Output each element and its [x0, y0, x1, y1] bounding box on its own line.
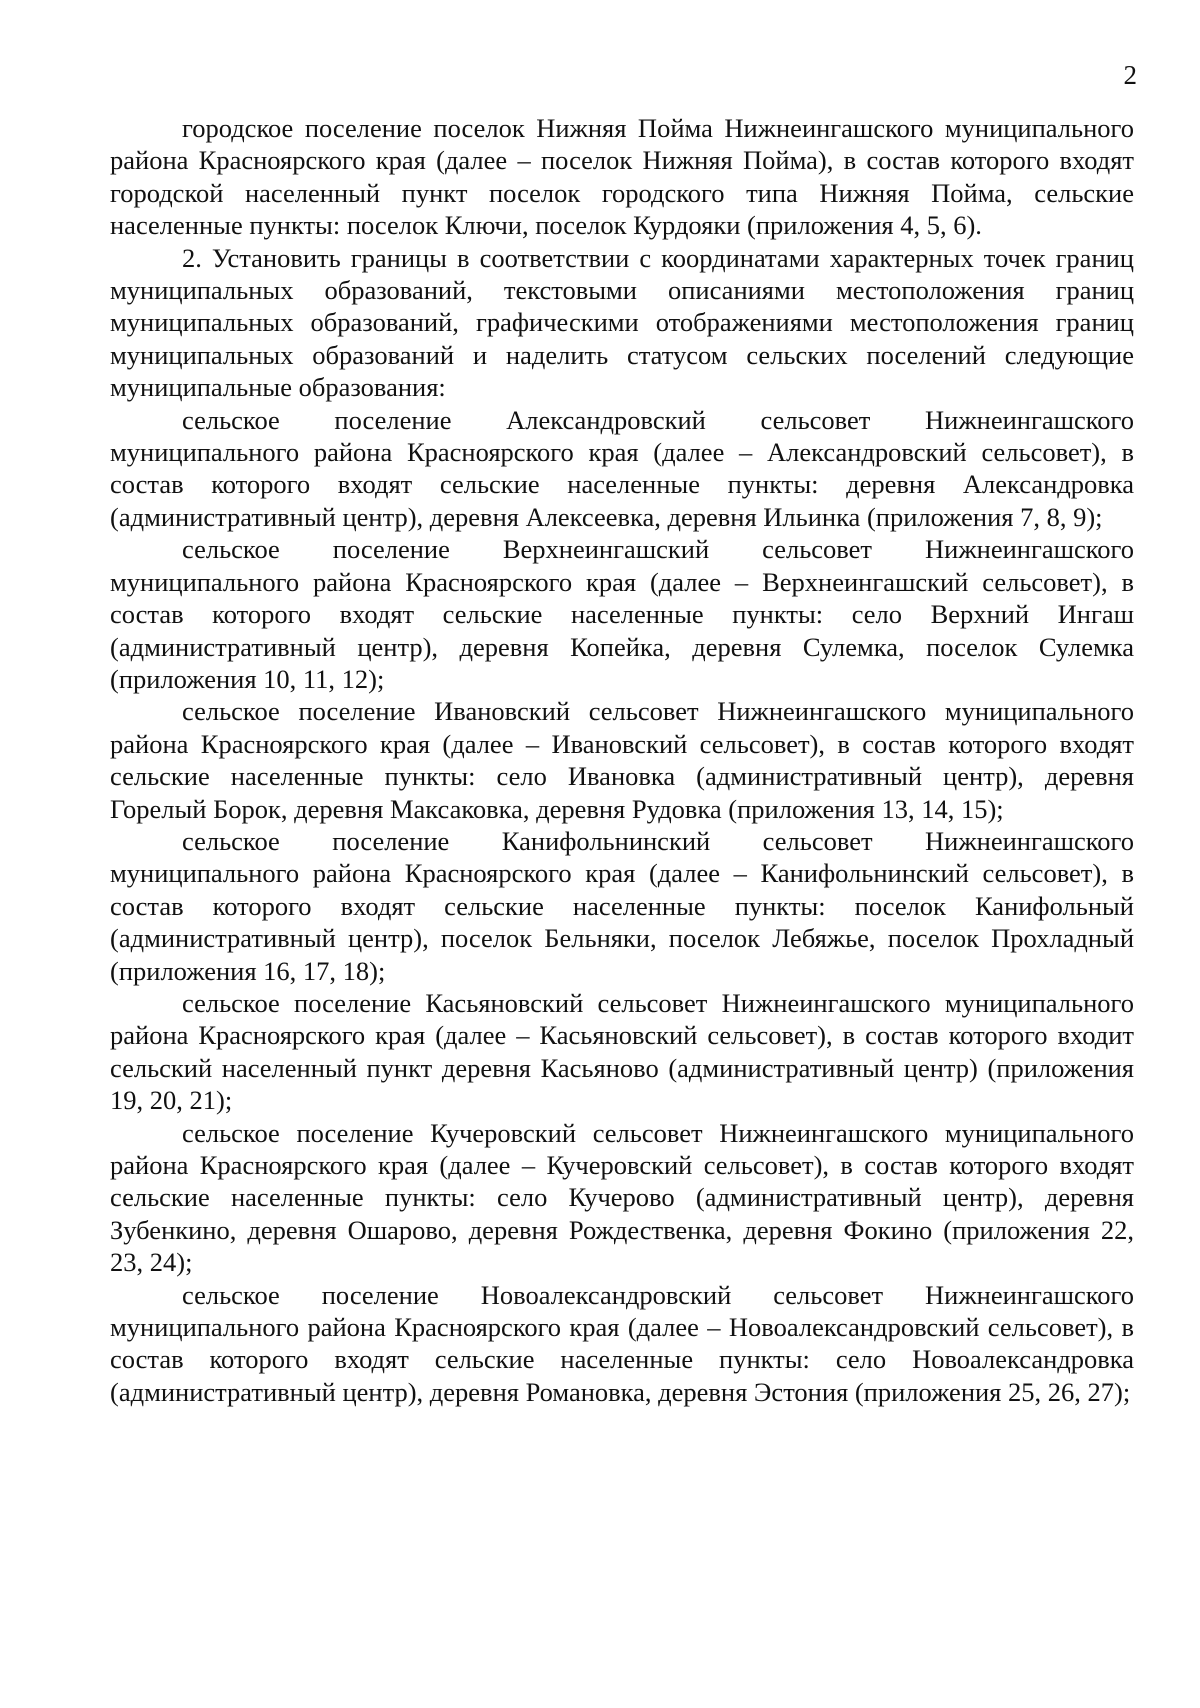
paragraph-verkhneingashsky: сельское поселение Верхнеингашский сельсовет Нижнеингашского муниципального района Красноярского края (далее – Верхнеингашский сельсовет), в состав которого входят сельские населенные пункты: село Верхний Ингаш (административный центр), деревня Копейка, деревня Сулемка, поселок Сулемка (приложения 10, 11, 12);	[110, 534, 1134, 694]
paragraph-kanifolninsky: сельское поселение Канифольнинский сельсовет Нижнеингашского муниципального района Красноярского края (далее – Канифольнинский сельсовет), в состав которого входят сельские населенные пункты: поселок Канифольный (административный центр), поселок Бельняки, поселок Лебяжье, поселок Прохладный (приложения 16, 17, 18);	[110, 825, 1134, 986]
page-number: 2	[1123, 60, 1137, 90]
paragraph-kasyanovsky: сельское поселение Касьяновский сельсовет Нижнеингашского муниципального района Красноярского края (далее – Касьяновский сельсовет), в состав которого входит сельский населенный пункт деревня Касьяново (административный центр) (приложения 19, 20, 21);	[110, 987, 1134, 1116]
paragraph-aleksandrovsky: сельское поселение Александровский сельсовет Нижнеингашского муниципального района Красноярского края (далее – Александровский сельсовет), в состав которого входят сельские населенные пункты: деревня Александровка (административный центр), деревня Алексеевка, деревня Ильинка (приложения 7, 8, 9);	[110, 404, 1134, 532]
paragraph-novoaleksandrovsky: сельское поселение Новоалександровский сельсовет Нижнеингашского муниципального района Красноярского края (далее – Новоалександровский сельсовет), в состав которого входят сельские населенные пункты: село Новоалександровка (административный центр), деревня Романовка, деревня Эстония (приложения 25, 26, 27);	[110, 1279, 1134, 1407]
paragraph-ivanovsky: сельское поселение Ивановский сельсовет Нижнеингашского муниципального района Красноярского края (далее – Ивановский сельсовет), в состав которого входят сельские населенные пункты: село Ивановка (административный центр), деревня Горелый Борок, деревня Максаковка, деревня Рудовка (приложения 13, 14, 15);	[110, 696, 1134, 824]
document-body	[110, 112, 1134, 1408]
paragraph-kucherovsky: сельское поселение Кучеровский сельсовет Нижнеингашского муниципального района Красноярского края (далее – Кучеровский сельсовет), в состав которого входят сельские населенные пункты: село Кучерово (административный центр), деревня Зубенкино, деревня Ошарово, деревня Рождественка, деревня Фокино (приложения 22, 23, 24);	[110, 1117, 1134, 1278]
paragraph-item-2-boundaries: 2. Установить границы в соответствии с координатами характерных точек границ муниципальных образований, текстовыми описаниями местоположения границ муниципальных образований, графическими отображениями местоположения границ муниципальных образований и наделить статусом сельских поселений следующие муниципальные образования:	[110, 242, 1134, 403]
paragraph-nizhnyaya-poima: городское поселение поселок Нижняя Пойма Нижнеингашского муниципального района Красноярского края (далее – поселок Нижняя Пойма), в состав которого входят городской населенный пункт поселок городского типа Нижняя Пойма, сельские населенные пункты: поселок Ключи, поселок Курдояки (приложения 4, 5, 6).	[110, 113, 1134, 241]
